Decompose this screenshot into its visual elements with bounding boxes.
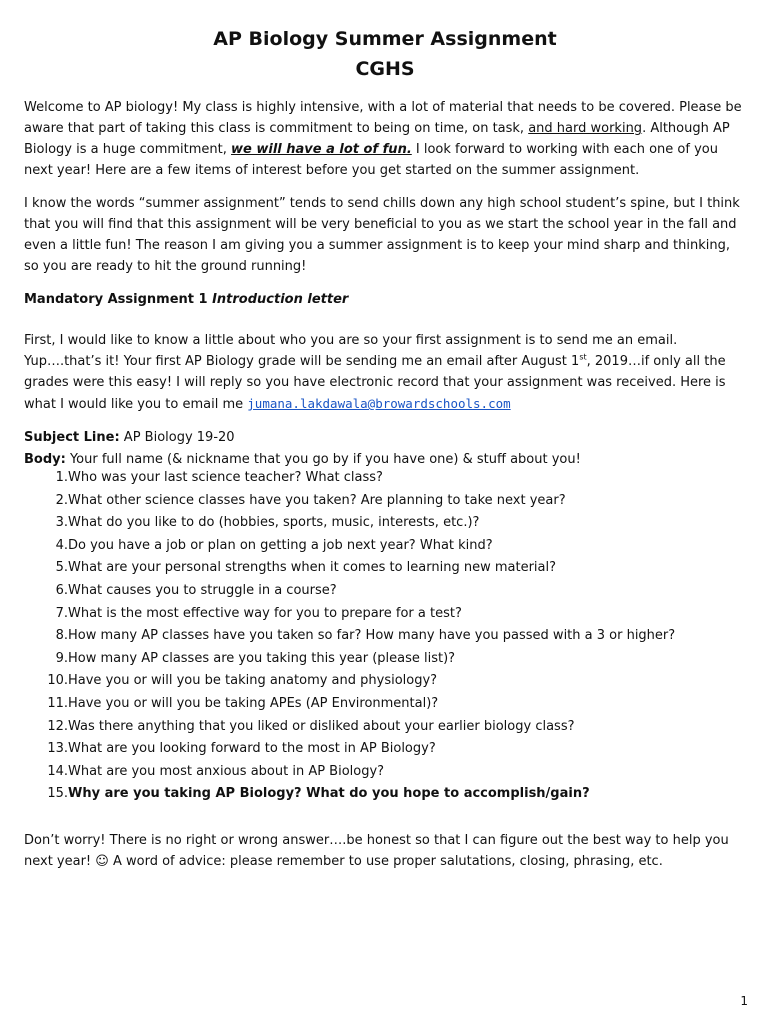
question-number: 14. <box>47 763 68 779</box>
section-heading <box>24 289 746 310</box>
intro-emphasis: we will have a lot of fun. <box>231 142 412 157</box>
question-text: What other science classes have you taken? Are planning to take next year? <box>68 492 566 508</box>
intro-text-2: . Although AP Biology is a huge commitment, <box>24 121 730 157</box>
question-number: 9. <box>55 650 68 666</box>
page-subtitle: CGHS <box>355 58 415 80</box>
question-item <box>24 558 557 581</box>
question-item <box>24 513 480 536</box>
question-item <box>24 536 493 559</box>
date-suffix: st <box>579 352 587 362</box>
question-number: 1. <box>55 470 68 485</box>
question-text: Was there anything that you liked or disliked about your earlier biology class? <box>68 718 575 734</box>
question-item <box>24 784 590 807</box>
question-item <box>24 468 383 491</box>
question-text: What are you most anxious about in AP Biology? <box>68 763 385 779</box>
question-item <box>24 739 436 762</box>
question-number: 7. <box>55 605 68 621</box>
question-item <box>24 671 438 694</box>
page-number: 1 <box>740 994 748 1008</box>
question-item <box>24 717 575 740</box>
question-number: 6. <box>55 582 68 598</box>
question-number: 2. <box>55 492 68 508</box>
body-line <box>24 450 581 470</box>
question-number: 3. <box>55 515 68 531</box>
subject-value: AP Biology 19-20 <box>123 430 235 445</box>
question-number: 4. <box>55 537 68 553</box>
question-number: 10. <box>47 673 68 689</box>
section-name: Introduction letter <box>212 292 349 307</box>
question-item <box>24 694 439 717</box>
question-text: Why are you taking AP Biology? What do you hope to accomplish/gain? <box>68 786 590 802</box>
intro-text-3: I look forward to working with each one of you next year! Here are a few items of interest before you get started on the summer assignment. <box>24 142 718 178</box>
email-link[interactable]: jumana.lakdawala@browardschools.com <box>247 396 511 411</box>
body-label: Body: <box>24 452 66 467</box>
intro-text-1: Welcome to AP biology! My class is highly intensive, with a lot of material that needs to be covered. Please be aware that part of taking this class is commitment to being on time, on task, <box>24 100 742 136</box>
intro-paragraph <box>24 97 746 181</box>
email-text-2: , 2019…if only all the grades were this easy! I will reply so you have electronic record that your assignment was received. Here is what I would like you to email me <box>24 354 726 412</box>
question-text: What causes you to struggle in a course? <box>68 582 337 598</box>
question-item <box>24 581 337 604</box>
question-item <box>24 649 456 672</box>
question-number: 11. <box>47 695 68 711</box>
section-label: Mandatory Assignment 1 <box>24 292 208 307</box>
question-text: Have you or will you be taking anatomy and physiology? <box>68 673 438 689</box>
question-item <box>24 762 385 785</box>
question-item <box>24 604 462 627</box>
question-item <box>24 626 676 649</box>
question-text: Who was your last science teacher? What class? <box>68 470 383 485</box>
question-number: 15. <box>47 786 68 802</box>
summer-paragraph: I know the words “summer assignment” tends to send chills down any high school student’s spine, but I think that you will find that this assignment will be very beneficial to you as we start the school year in the fall and even a little fun! The reason I am giving you a summer assignment is to keep your mind sharp and thinking, so you are ready to hit the ground running! <box>24 196 740 274</box>
email-text-1: First, I would like to know a little about who you are so your first assignment is to send me an email. Yup….that’s it! Your first AP Biology grade will be sending me an email after August 1 <box>24 333 678 369</box>
email-paragraph <box>24 330 746 415</box>
question-number: 8. <box>55 628 68 644</box>
subject-line <box>24 428 235 448</box>
subject-label: Subject Line: <box>24 430 120 445</box>
question-text: Do you have a job or plan on getting a job next year? What kind? <box>68 537 493 553</box>
question-text: How many AP classes have you taken so far? How many have you passed with a 3 or higher? <box>68 628 676 644</box>
question-text: What do you like to do (hobbies, sports, music, interests, etc.)? <box>68 515 480 531</box>
question-text: What are you looking forward to the most in AP Biology? <box>68 741 436 757</box>
question-number: 13. <box>47 741 68 757</box>
intro-underlined: and hard working <box>528 121 643 136</box>
question-text: What are your personal strengths when it comes to learning new material? <box>68 560 557 576</box>
body-value: Your full name (& nickname that you go by if you have one) & stuff about you! <box>69 452 581 467</box>
question-item <box>24 491 566 514</box>
question-number: 12. <box>47 718 68 734</box>
question-list <box>24 468 676 807</box>
closing-paragraph: Don’t worry! There is no right or wrong answer….be honest so that I can figure out the best way to help you next year! ☺ A word of advice: please remember to use proper salutations, closing, phrasing, etc. <box>24 833 729 869</box>
question-text: What is the most effective way for you to prepare for a test? <box>68 605 462 621</box>
question-number: 5. <box>55 560 68 576</box>
page-title: AP Biology Summer Assignment <box>213 28 557 50</box>
question-text: Have you or will you be taking APEs (AP Environmental)? <box>68 695 439 711</box>
question-text: How many AP classes are you taking this year (please list)? <box>68 650 456 666</box>
